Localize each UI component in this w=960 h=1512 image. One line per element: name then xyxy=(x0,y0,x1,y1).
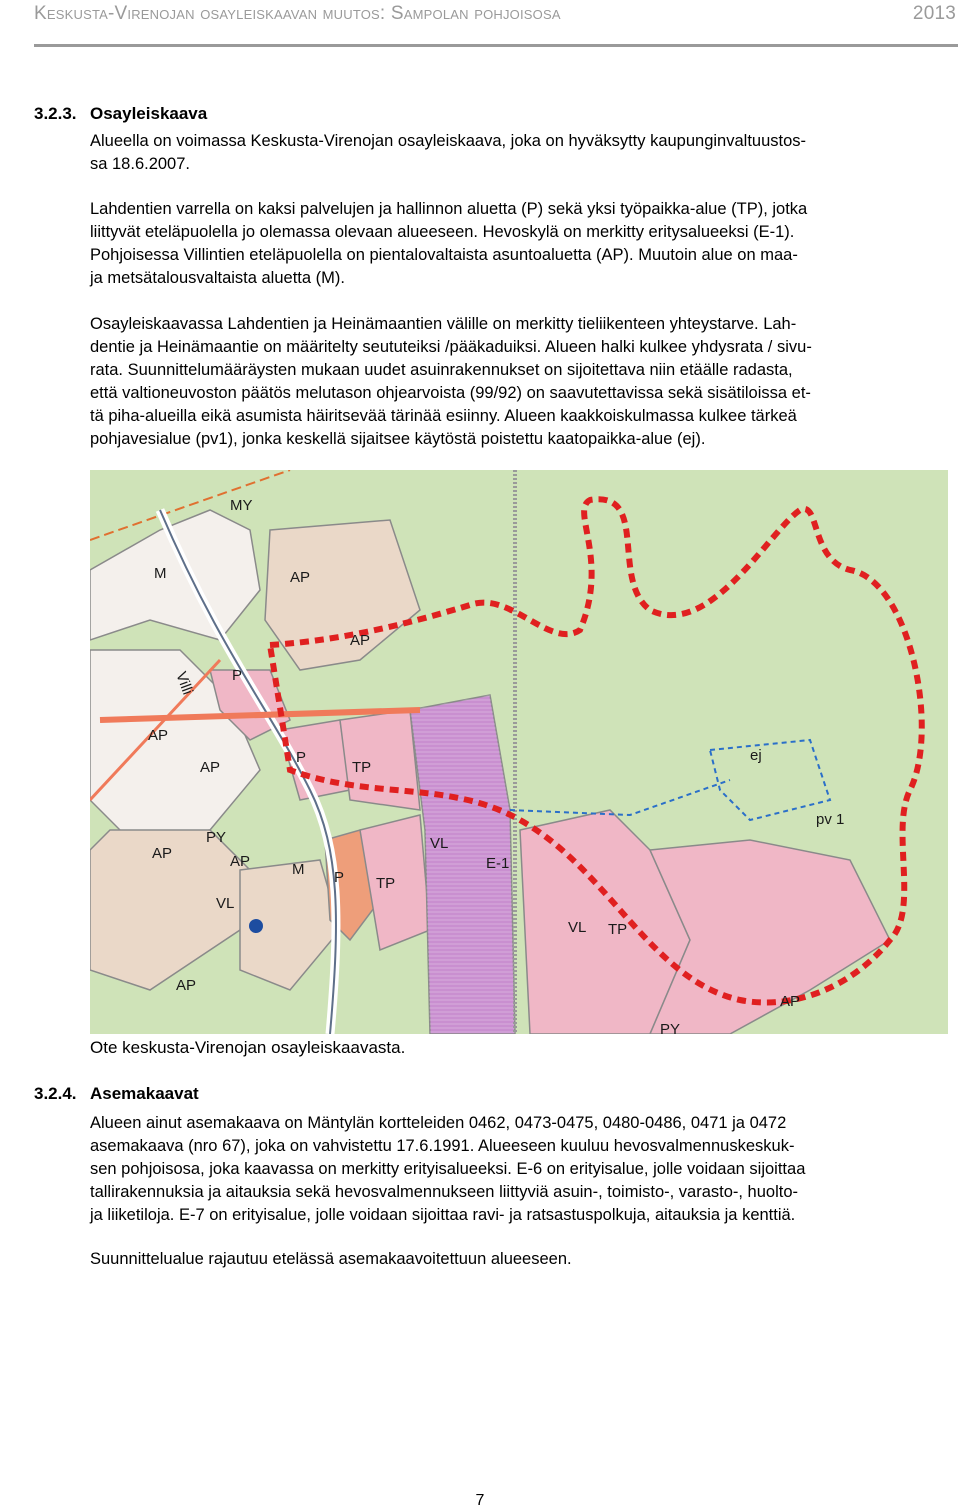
paragraph xyxy=(90,130,952,176)
map-image xyxy=(90,470,948,1034)
map-label-ap: AP xyxy=(176,977,197,994)
document-year: 2013 xyxy=(912,3,956,24)
section-number: 3.2.3. xyxy=(34,104,77,123)
text-line: liittyvät eteläpuolella jo olemassa olevaan alueeseen. Hevoskylä on merkitty eritysalueeksi (E-1). xyxy=(90,223,795,241)
paragraph xyxy=(90,198,952,290)
text-line: Pohjoisessa Villintien eteläpuolella on pientalovaltaista asuntoaluetta (AP). Muutoin alue on maa- xyxy=(90,246,798,264)
map-label-vl: VL xyxy=(568,919,587,936)
header-divider xyxy=(34,44,958,47)
paragraph xyxy=(90,1112,952,1227)
map-label-tp: TP xyxy=(608,921,628,938)
map-label-ap: AP xyxy=(230,853,251,870)
map-label-m: M xyxy=(154,565,167,582)
map-label-my: MY xyxy=(230,497,253,514)
map-label-ap: AP xyxy=(780,993,801,1010)
text-line: ja liiketiloja. E-7 on erityisalue, jolle voidaan sijoittaa ravi- ja ratsastuspolkuja, aitauksia ja kenttiä. xyxy=(90,1206,796,1224)
map-label-m: M xyxy=(292,861,305,878)
land-use-map xyxy=(90,470,948,1034)
map-symbol-dot xyxy=(249,919,263,933)
page-number: 7 xyxy=(475,1492,485,1509)
map-label-ej: ej xyxy=(750,747,762,764)
map-label-tp: TP xyxy=(376,875,396,892)
section-number: 3.2.4. xyxy=(34,1084,77,1103)
text-line: Alueen ainut asemakaava on Mäntylän kortteleiden 0462, 0473-0475, 0480-0486, 0471 ja 0472 xyxy=(90,1114,787,1132)
map-caption: Ote keskusta-Virenojan osayleiskaavasta. xyxy=(90,1038,406,1057)
text-line: asemakaava (nro 67), joka on vahvistettu 17.6.1991. Alueeseen kuuluu hevosvalmennuskeskuk- xyxy=(90,1137,795,1155)
map-label-e1: E-1 xyxy=(486,855,510,872)
text-line: Alueella on voimassa Keskusta-Virenojan osayleiskaava, joka on hyväksytty kaupunginvaltuustos- xyxy=(90,132,807,150)
map-label-ap: AP xyxy=(148,727,169,744)
map-label-vl: VL xyxy=(216,895,235,912)
section-title: Asemakaavat xyxy=(90,1084,199,1103)
text-line: Lahdentien varrella on kaksi palvelujen ja hallinnon aluetta (P) sekä yksi työpaikka-alue (TP), jotka xyxy=(90,200,808,218)
map-label-p: P xyxy=(296,749,307,766)
section-heading-osayleiskaava xyxy=(34,104,207,124)
text-line: tä piha-alueilla eikä asumista häiritsevää tärinää esiinny. Alueen kaakkoiskulmassa kulkee tärkeä xyxy=(90,407,797,425)
map-label-ap: AP xyxy=(350,632,371,649)
section-heading-asemakaavat xyxy=(34,1084,199,1104)
text-line: sa 18.6.2007. xyxy=(90,155,190,173)
page-header xyxy=(34,0,958,30)
text-line: dentie ja Heinämaantie on määritelty seututeiksi /pääkaduiksi. Alueen halki kulkee yhdysrata / sivu- xyxy=(90,338,812,356)
map-label-vl: VL xyxy=(430,835,449,852)
text-line: Suunnittelualue rajautuu etelässä asemakaavoitettuun alueeseen. xyxy=(90,1250,572,1268)
map-label-p: P xyxy=(232,667,243,684)
map-label-pv1: pv 1 xyxy=(816,811,845,828)
document-title: Keskusta-Virenojan osayleiskaavan muutos: Sampolan pohjoisosa xyxy=(34,3,561,24)
paragraph xyxy=(90,1248,952,1271)
map-label-ap: AP xyxy=(290,569,311,586)
map-label-ap: AP xyxy=(152,845,173,862)
map-label-tp: TP xyxy=(352,759,372,776)
text-line: pohjavesialue (pv1), jonka keskellä sijaitsee käytöstä poistettu kaatopaikka-alue (ej). xyxy=(90,430,706,448)
map-label-p: P xyxy=(334,869,345,886)
paragraph xyxy=(90,313,952,451)
text-line: Osayleiskaavassa Lahdentien ja Heinämaantien välille on merkitty tieliikenteen yhteystarve. Lah- xyxy=(90,315,797,333)
text-line: sen pohjoisosa, joka kaavassa on merkitty erityisalueeksi. E-6 on erityisalue, jolle voidaan sijoittaa xyxy=(90,1160,806,1178)
map-label-py: PY xyxy=(660,1021,681,1034)
text-line: ja metsätalousvaltaista aluetta (M). xyxy=(90,269,345,287)
map-label-villi: Villi xyxy=(172,669,197,698)
text-line: että valtioneuvoston päätös melutason ohjearvoista (99/92) on saavutettavissa sekä sisätiloissa et- xyxy=(90,384,811,402)
text-line: rata. Suunnittelumääräysten mukaan uudet asuinrakennukset on sijoitettava niin etäälle radasta, xyxy=(90,361,793,379)
text-line: tallirakennuksia ja aitauksia sekä hevosvalmennukseen liittyviä asuin-, toimisto-, varasto-, huolto- xyxy=(90,1183,799,1201)
map-label-ap: AP xyxy=(200,759,221,776)
section-title: Osayleiskaava xyxy=(90,104,208,123)
map-label-py: PY xyxy=(206,829,227,846)
